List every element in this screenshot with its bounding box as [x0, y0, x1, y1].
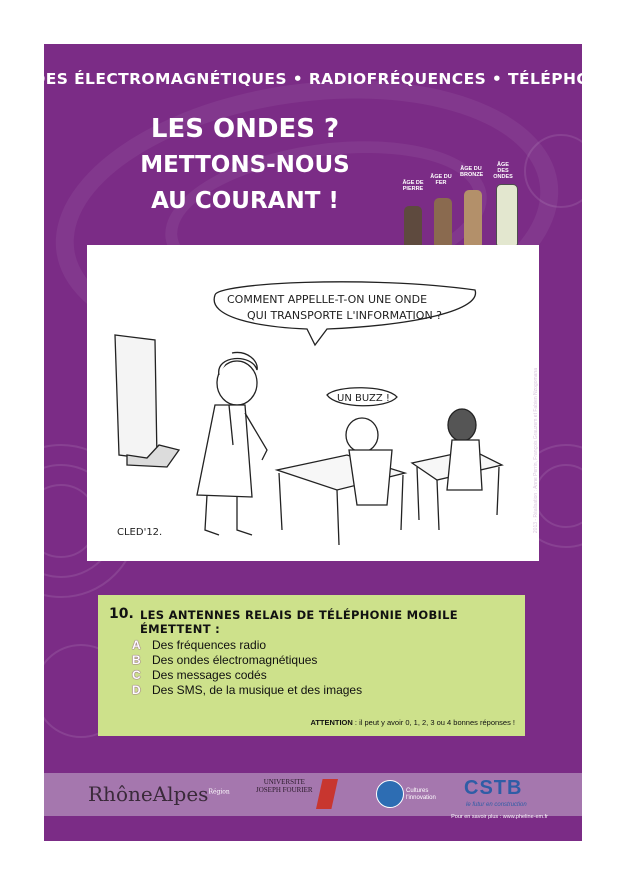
headline-line-1: LES ONDES ? — [150, 114, 340, 144]
answer-list — [132, 638, 362, 698]
ujf-logo: UNIVERSITE JOSEPH FOURIER — [256, 778, 313, 794]
caveman-figure — [404, 206, 422, 246]
bronze-age-figure — [464, 190, 482, 246]
topic-banner: ONDES ÉLECTROMAGNÉTIQUES • RADIOFRÉQUENCES • TÉLÉPHONIE — [5, 70, 621, 88]
answer-option-c[interactable] — [132, 668, 362, 683]
speech-bubble-text: QUI TRANSPORTE L'INFORMATION ? — [247, 309, 443, 322]
illustration-credit: 2013 - Réalisation : Anne Perrin, François Grauzem et Fabien Nzogomana — [533, 368, 539, 534]
age-label: ÂGE DU FER — [430, 174, 452, 186]
answer-option-a[interactable] — [132, 638, 362, 653]
buzz-bubble-text: UN BUZZ ! — [337, 393, 390, 404]
answer-letter: B — [132, 653, 141, 667]
question-text: LES ANTENNES RELAIS DE TÉLÉPHONIE MOBILE ÉMETTENT : — [140, 608, 458, 636]
age-label: ÂGE DU BRONZE — [460, 166, 484, 178]
rhonealpes-logo: RhôneAlpes$^{Région}$ — [88, 782, 230, 806]
speech-bubble-text: COMMENT APPELLE-T-ON UNE ONDE — [227, 293, 428, 306]
answer-text: Des SMS, de la musique et des images — [152, 683, 363, 697]
age-label: ÂGE DES ONDES — [493, 162, 513, 180]
answer-letter: A — [132, 638, 141, 652]
attention-note — [310, 718, 515, 727]
evolution-illustration — [400, 162, 530, 246]
answer-letter: C — [132, 668, 141, 682]
footer-link-text: Pour en savoir plus : www.pheline-em.fr — [451, 814, 548, 820]
classroom-cartoon — [87, 245, 539, 561]
answer-text: Des ondes électromagnétiques — [152, 653, 318, 667]
cstb-logo: CSTB — [464, 777, 523, 799]
question-number: 10. — [109, 606, 134, 622]
modern-figure — [496, 184, 518, 246]
cultures-innovation-logo: Cultures l'innovation — [406, 788, 436, 801]
answer-letter: D — [132, 683, 141, 697]
headline-line-2: METTONS-NOUS — [140, 152, 350, 178]
ujf-emblem-icon — [316, 779, 338, 809]
answer-option-d[interactable] — [132, 683, 362, 698]
age-label: ÂGE DE PIERRE — [402, 180, 424, 192]
attention-text: : il peut y avoir 0, 1, 2, 3 ou 4 bonnes réponses ! — [352, 718, 515, 727]
answer-option-b[interactable] — [132, 653, 362, 668]
answer-text: Des fréquences radio — [152, 638, 267, 652]
answer-text: Des messages codés — [152, 668, 267, 682]
attention-label: ATTENTION — [310, 718, 353, 727]
cartoon-panel — [87, 245, 539, 561]
cstb-tagline: le futur en construction — [466, 802, 527, 808]
globe-icon — [376, 780, 404, 808]
artist-signature: CLED'12. — [117, 527, 163, 538]
quiz-question-box — [98, 595, 525, 736]
iron-age-figure — [434, 198, 452, 246]
partner-logo-band — [44, 773, 582, 816]
headline-line-3: AU COURANT ! — [151, 188, 339, 214]
